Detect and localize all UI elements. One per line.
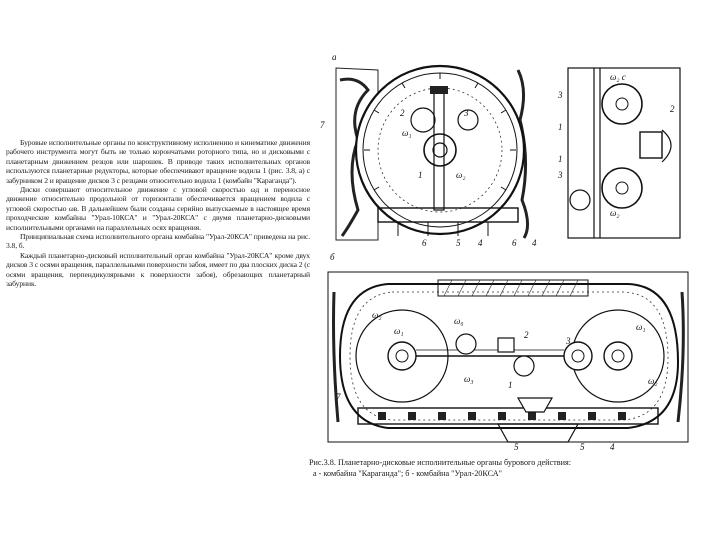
svg-text:1: 1 [558,122,563,132]
svg-text:2: 2 [400,108,405,118]
svg-text:ω₀: ω₀ [454,316,464,326]
figure-caption [309,457,699,479]
svg-text:5: 5 [514,442,519,452]
svg-text:ω₁: ω₁ [402,128,412,138]
caption-line-1: Рис.3.8. Планетарно-дисковые исполнительные органы бурового действия: [309,458,572,467]
svg-text:ω₁: ω₁ [636,322,646,332]
svg-text:ω₂: ω₂ [456,170,466,180]
svg-text:7: 7 [320,120,325,130]
svg-text:1: 1 [418,170,423,180]
body-text [6,138,310,289]
figure-b-label: б [330,252,335,262]
svg-text:3: 3 [558,90,563,100]
svg-text:4: 4 [610,442,615,452]
svg-text:2: 2 [524,330,529,340]
svg-text:ω₃: ω₃ [464,374,474,384]
svg-text:6: 6 [512,238,517,248]
paragraph: Каждый планетарно-дисковый исполнительный орган комбайна "Урал-20КСА" кроме двух дисков 3 с осями вращения, параллельными поверхности забоя, имеет по два плоских диска 2 (с осями вращения, перпендикулярными к поверхности забоя), обрезающих планетарный забурник. [6,250,310,289]
paragraph: Принципиальная схема исполнительного органа комбайна "Урал-20КСА" приведена на рис. 3.8, б. [6,232,310,251]
svg-text:1: 1 [558,154,563,164]
figure-a-label: а [332,52,337,62]
svg-text:5: 5 [580,442,585,452]
figure-b-ural-20ksa [318,252,698,452]
paragraph: Буровые исполнительные органы по конструктивному исполнению и кинематике движения рабочего инструмента могут быть не только корончатыми роторного типа, но и дисковыми с планетарным движением резцов или шарошек. В приводе таких исполнительных органов используются планетарные редукторы, которые обеспечивают вращение водила 1 (рис. 3.8, а) с забурником 2 и вращение дисков 3 с резцами относительно водила 1 (комбайн "Караганда"). [6,138,310,185]
svg-text:ω₂: ω₂ [648,376,658,386]
svg-text:ω₁: ω₁ [394,326,404,336]
svg-text:6: 6 [422,238,427,248]
svg-text:ω₂: ω₂ [610,208,620,218]
svg-text:4: 4 [532,238,537,248]
paragraph: Диски совершают относительное движение с угловой скоростью ωд и переносное движение относительно продольной от горизонтали обеспечивается вращением водила с угловой скоростью ωв. В дальнейшем были созданы серийно выпускаемые в настоящее время проходческие комбайны "Урал-10КСА" и "Урал-20КСА" с двумя планетарно-дисковыми исполнительными органами на параллельных осях вращения. [6,185,310,232]
figure-a-karaganda [318,50,698,250]
svg-text:1: 1 [508,380,513,390]
svg-text:5: 5 [456,238,461,248]
svg-text:ω₂ с: ω₂ с [610,72,626,82]
svg-text:2: 2 [670,104,675,114]
svg-text:3: 3 [558,170,563,180]
svg-text:4: 4 [478,238,483,248]
svg-text:3: 3 [566,336,571,346]
svg-text:ω₂: ω₂ [372,310,382,320]
svg-text:7: 7 [336,392,341,402]
caption-line-2: а - комбайна "Караганда"; б - комбайна "Урал-20КСА" [313,469,502,478]
svg-text:3: 3 [464,108,469,118]
